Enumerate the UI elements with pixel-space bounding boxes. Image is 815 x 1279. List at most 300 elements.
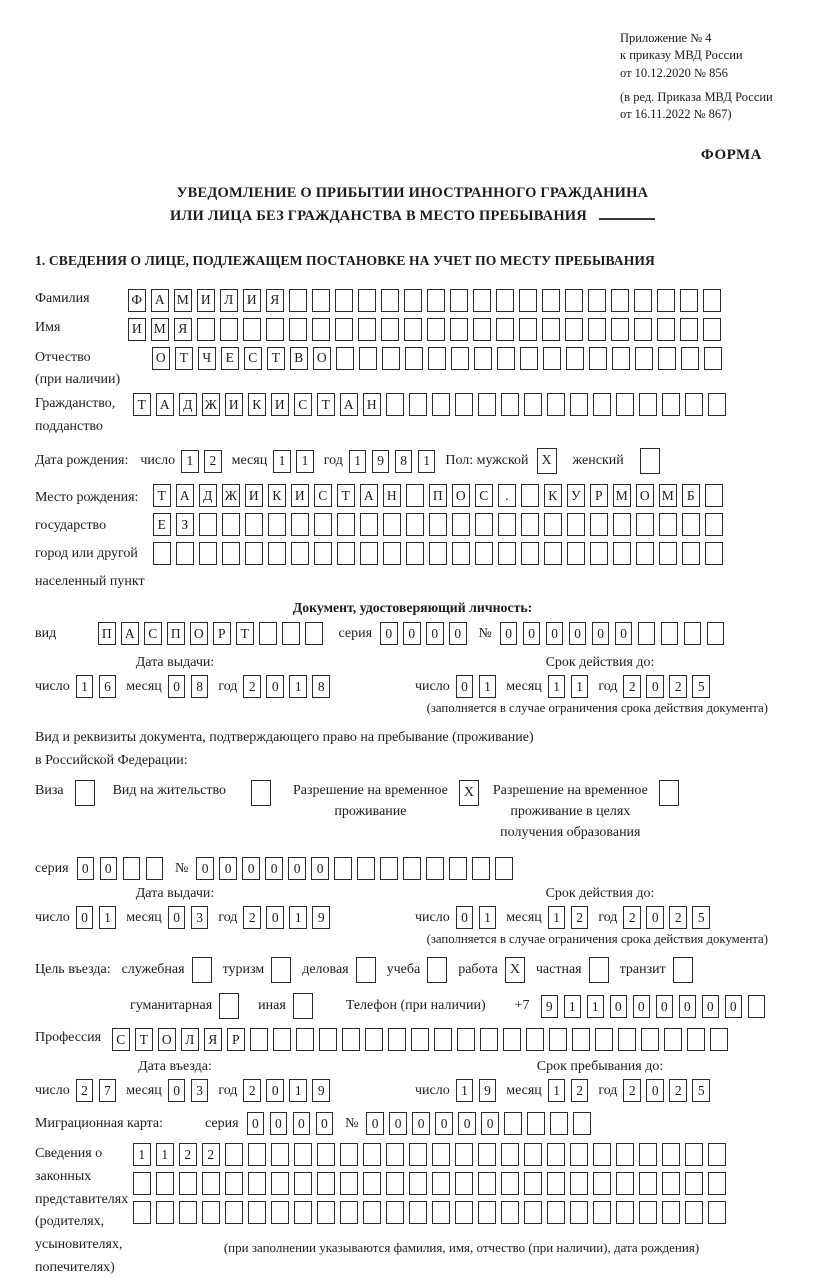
purpose-humanitarian-checkbox bbox=[219, 993, 239, 1019]
char-box: И bbox=[225, 393, 243, 416]
char-box bbox=[291, 542, 309, 565]
char-box bbox=[641, 1028, 659, 1051]
char-box: 1 bbox=[418, 450, 436, 473]
char-box bbox=[381, 289, 399, 312]
char-box bbox=[427, 957, 447, 983]
char-box bbox=[245, 513, 263, 536]
char-box: И bbox=[243, 289, 261, 312]
char-box bbox=[658, 347, 676, 370]
char-box bbox=[179, 1201, 197, 1224]
char-box bbox=[661, 622, 679, 645]
char-box bbox=[312, 289, 330, 312]
char-box: Т bbox=[337, 484, 355, 507]
char-box bbox=[589, 957, 609, 983]
char-box: 0 bbox=[266, 1079, 284, 1102]
month-label: месяц bbox=[126, 909, 162, 925]
identity-issue-year-boxes bbox=[243, 675, 330, 698]
char-box bbox=[521, 513, 539, 536]
char-box bbox=[360, 542, 378, 565]
char-box bbox=[547, 393, 565, 416]
char-box bbox=[176, 542, 194, 565]
sex-female-checkbox bbox=[640, 448, 660, 474]
char-box bbox=[524, 1201, 542, 1224]
residence-issue-month-boxes bbox=[168, 906, 209, 929]
char-box bbox=[662, 1201, 680, 1224]
char-box: 9 bbox=[312, 906, 330, 929]
birth-day-boxes bbox=[181, 450, 222, 473]
char-box bbox=[452, 513, 470, 536]
char-box: 0 bbox=[702, 995, 720, 1018]
representatives-boxes-3 bbox=[133, 1201, 790, 1224]
entry-day-boxes bbox=[76, 1079, 117, 1102]
birth-month-boxes bbox=[273, 450, 314, 473]
purpose-work-checkbox bbox=[505, 957, 525, 983]
appendix-line: Приложение № 4 bbox=[620, 31, 712, 45]
char-box: М bbox=[659, 484, 677, 507]
char-box: 2 bbox=[243, 1079, 261, 1102]
citizenship-row bbox=[35, 393, 790, 438]
char-box: 2 bbox=[204, 450, 222, 473]
day-label: число bbox=[415, 909, 450, 925]
char-box: 0 bbox=[266, 906, 284, 929]
identity-expiry-year-boxes bbox=[623, 675, 710, 698]
year-label: год bbox=[598, 678, 618, 694]
char-box bbox=[245, 542, 263, 565]
char-box bbox=[225, 1172, 243, 1195]
char-box: 1 bbox=[99, 906, 117, 929]
char-box: 1 bbox=[479, 675, 497, 698]
char-box bbox=[248, 1143, 266, 1166]
year-label: год bbox=[218, 678, 238, 694]
purpose-tourism-checkbox bbox=[271, 957, 291, 983]
char-box bbox=[520, 347, 538, 370]
char-box: 2 bbox=[669, 906, 687, 929]
char-box bbox=[296, 1028, 314, 1051]
char-box bbox=[616, 393, 634, 416]
char-box bbox=[365, 1028, 383, 1051]
char-box bbox=[680, 318, 698, 341]
entry-dates-row bbox=[35, 1079, 790, 1102]
revision-line: (в ред. Приказа МВД России bbox=[620, 89, 773, 104]
migration-number-boxes bbox=[366, 1112, 591, 1135]
char-box: 2 bbox=[571, 1079, 589, 1102]
char-box bbox=[153, 542, 171, 565]
char-box: . bbox=[498, 484, 516, 507]
char-box: 0 bbox=[656, 995, 674, 1018]
char-box: 0 bbox=[265, 857, 283, 880]
residence-issue-date bbox=[35, 906, 415, 929]
purpose-other: иная bbox=[258, 993, 313, 1019]
option-residence-permit bbox=[113, 780, 271, 806]
char-box bbox=[588, 289, 606, 312]
day-label: число bbox=[415, 678, 450, 694]
char-box bbox=[386, 1143, 404, 1166]
char-box bbox=[434, 1028, 452, 1051]
char-box: 1 bbox=[289, 675, 307, 698]
firstname-label: Имя bbox=[35, 319, 61, 335]
form-title-line1: УВЕДОМЛЕНИЕ О ПРИБЫТИИ ИНОСТРАННОГО ГРАЖДАНИНА bbox=[176, 185, 649, 202]
char-box bbox=[133, 1172, 151, 1195]
entry-date-header: Дата въезда: bbox=[138, 1059, 212, 1075]
identity-dates-row bbox=[35, 675, 790, 698]
char-box: О bbox=[152, 347, 170, 370]
char-box: 1 bbox=[548, 675, 566, 698]
char-box bbox=[547, 1172, 565, 1195]
entry-date bbox=[35, 1079, 415, 1102]
identity-expiry-day-boxes bbox=[456, 675, 497, 698]
char-box: 0 bbox=[168, 1079, 186, 1102]
char-box: Ж bbox=[202, 393, 220, 416]
char-box: 1 bbox=[571, 675, 589, 698]
patronymic-label: Отчество (при наличии) bbox=[35, 349, 121, 388]
char-box bbox=[251, 780, 271, 806]
char-box bbox=[478, 1143, 496, 1166]
char-box bbox=[271, 1172, 289, 1195]
char-box bbox=[611, 318, 629, 341]
birth-place-boxes-1 bbox=[153, 484, 723, 507]
migration-series-label: серия bbox=[205, 1115, 239, 1131]
char-box: 1 bbox=[156, 1143, 174, 1166]
char-box: 2 bbox=[243, 906, 261, 929]
char-box bbox=[705, 542, 723, 565]
char-box bbox=[710, 1028, 728, 1051]
char-box bbox=[703, 289, 721, 312]
char-box bbox=[450, 289, 468, 312]
purpose-private: частная bbox=[536, 957, 609, 983]
visit-purpose-row-2 bbox=[130, 993, 790, 1019]
residence-expiry-year-boxes bbox=[623, 906, 710, 929]
char-box: К bbox=[248, 393, 266, 416]
char-box: 0 bbox=[610, 995, 628, 1018]
char-box bbox=[593, 1143, 611, 1166]
char-box bbox=[271, 1201, 289, 1224]
revision-line: от 16.11.2022 № 867) bbox=[620, 107, 732, 121]
char-box bbox=[570, 1201, 588, 1224]
char-box bbox=[519, 318, 537, 341]
char-box: 0 bbox=[288, 857, 306, 880]
char-box: 0 bbox=[633, 995, 651, 1018]
char-box: 5 bbox=[692, 675, 710, 698]
char-box bbox=[527, 1112, 545, 1135]
appendix-line: от 10.12.2020 № 856 bbox=[620, 65, 728, 80]
char-box: 8 bbox=[312, 675, 330, 698]
char-box bbox=[496, 318, 514, 341]
char-box bbox=[358, 289, 376, 312]
char-box bbox=[478, 1201, 496, 1224]
migration-series-boxes bbox=[247, 1112, 334, 1135]
char-box: С bbox=[244, 347, 262, 370]
char-box: 0 bbox=[435, 1112, 453, 1135]
identity-number-boxes bbox=[500, 622, 725, 645]
char-box bbox=[380, 857, 398, 880]
char-box bbox=[613, 513, 631, 536]
birth-place-label: Место рождения: государство город или другой населенный пункт bbox=[35, 490, 145, 590]
phone-boxes bbox=[541, 995, 766, 1018]
entry-month-boxes bbox=[168, 1079, 209, 1102]
appendix-line: к приказу МВД России bbox=[620, 48, 743, 63]
purpose-official-checkbox bbox=[192, 957, 212, 983]
purpose-study: учеба bbox=[387, 957, 448, 983]
char-box: 1 bbox=[587, 995, 605, 1018]
char-box: 0 bbox=[592, 622, 610, 645]
char-box bbox=[593, 1172, 611, 1195]
char-box bbox=[427, 289, 445, 312]
char-box: 0 bbox=[316, 1112, 334, 1135]
char-box bbox=[524, 393, 542, 416]
char-box bbox=[707, 622, 725, 645]
char-box bbox=[357, 857, 375, 880]
char-box bbox=[496, 289, 514, 312]
char-box bbox=[662, 1143, 680, 1166]
blank-underline bbox=[599, 207, 655, 220]
char-box: 3 bbox=[191, 1079, 209, 1102]
temp-residence-checkbox bbox=[459, 780, 479, 806]
char-box: Я bbox=[204, 1028, 222, 1051]
char-box bbox=[687, 1028, 705, 1051]
char-box bbox=[612, 347, 630, 370]
char-box bbox=[225, 1143, 243, 1166]
char-box bbox=[636, 542, 654, 565]
year-label: год bbox=[598, 909, 618, 925]
char-box bbox=[572, 1028, 590, 1051]
char-box bbox=[524, 1172, 542, 1195]
identity-expiry-date bbox=[415, 675, 720, 698]
char-box bbox=[133, 1201, 151, 1224]
char-box bbox=[291, 513, 309, 536]
residence-series-row bbox=[35, 857, 790, 880]
migration-card-row bbox=[35, 1112, 790, 1135]
phone-prefix: +7 bbox=[514, 998, 530, 1014]
sex-label: Пол: мужской bbox=[445, 453, 529, 469]
migration-number-label: № bbox=[345, 1115, 359, 1131]
char-box: А bbox=[151, 289, 169, 312]
char-box bbox=[282, 622, 300, 645]
char-box bbox=[524, 1143, 542, 1166]
char-box bbox=[319, 1028, 337, 1051]
char-box bbox=[542, 289, 560, 312]
char-box bbox=[565, 318, 583, 341]
day-label: число bbox=[35, 909, 70, 925]
appendix-block bbox=[620, 30, 815, 123]
char-box: 0 bbox=[389, 1112, 407, 1135]
char-box: С bbox=[144, 622, 162, 645]
char-box: 2 bbox=[243, 675, 261, 698]
char-box: 0 bbox=[646, 675, 664, 698]
char-box bbox=[156, 1201, 174, 1224]
identity-issue-month-boxes bbox=[168, 675, 209, 698]
char-box: С bbox=[294, 393, 312, 416]
char-box bbox=[337, 513, 355, 536]
issue-date-header: Дата выдачи: bbox=[135, 655, 215, 671]
char-box bbox=[406, 542, 424, 565]
patronymic-row bbox=[35, 347, 790, 392]
identity-series-label: серия bbox=[338, 625, 373, 641]
char-box: Т bbox=[153, 484, 171, 507]
char-box bbox=[340, 1201, 358, 1224]
char-box bbox=[636, 513, 654, 536]
char-box: 9 bbox=[312, 1079, 330, 1102]
char-box bbox=[404, 289, 422, 312]
char-box bbox=[427, 318, 445, 341]
residence-number-boxes bbox=[196, 857, 513, 880]
char-box: 8 bbox=[395, 450, 413, 473]
char-box: 0 bbox=[456, 675, 474, 698]
char-box bbox=[197, 318, 215, 341]
char-box bbox=[498, 542, 516, 565]
char-box: 8 bbox=[191, 675, 209, 698]
char-box: 0 bbox=[270, 1112, 288, 1135]
char-box bbox=[340, 1143, 358, 1166]
char-box: Р bbox=[590, 484, 608, 507]
year-label: год bbox=[218, 909, 238, 925]
char-box: Н bbox=[383, 484, 401, 507]
char-box bbox=[639, 393, 657, 416]
char-box: Ф bbox=[128, 289, 146, 312]
residence-options-row bbox=[35, 780, 790, 843]
char-box: Р bbox=[227, 1028, 245, 1051]
temp-residence-education-checkbox bbox=[659, 780, 679, 806]
char-box: 0 bbox=[196, 857, 214, 880]
char-box: 2 bbox=[179, 1143, 197, 1166]
char-box bbox=[639, 1201, 657, 1224]
char-box bbox=[243, 318, 261, 341]
profession-label: Профессия bbox=[35, 1030, 102, 1046]
purpose-transit-checkbox bbox=[673, 957, 693, 983]
purpose-work: работа X bbox=[458, 957, 525, 983]
char-box bbox=[452, 542, 470, 565]
char-box: Б bbox=[682, 484, 700, 507]
char-box bbox=[708, 1201, 726, 1224]
char-box: 7 bbox=[99, 1079, 117, 1102]
char-box bbox=[335, 318, 353, 341]
char-box bbox=[266, 318, 284, 341]
char-box: А bbox=[156, 393, 174, 416]
char-box bbox=[708, 1143, 726, 1166]
issue-date-header: Дата выдачи: bbox=[135, 886, 215, 902]
char-box: 0 bbox=[449, 622, 467, 645]
char-box: Е bbox=[221, 347, 239, 370]
representatives-label: Сведения о законных представителях (родителях, усыновителях, попечителях) bbox=[35, 1146, 129, 1275]
char-box bbox=[268, 513, 286, 536]
surname-boxes bbox=[128, 289, 721, 312]
month-label: месяц bbox=[126, 678, 162, 694]
char-box: О bbox=[158, 1028, 176, 1051]
char-box: 9 bbox=[479, 1079, 497, 1102]
char-box bbox=[659, 542, 677, 565]
char-box: Н bbox=[363, 393, 381, 416]
char-box bbox=[271, 957, 291, 983]
purpose-study-checkbox bbox=[427, 957, 447, 983]
char-box: О bbox=[452, 484, 470, 507]
char-box bbox=[504, 1112, 522, 1135]
forma-label: ФОРМА bbox=[700, 147, 762, 164]
char-box bbox=[542, 318, 560, 341]
char-box bbox=[293, 993, 313, 1019]
char-box bbox=[340, 1172, 358, 1195]
char-box bbox=[680, 289, 698, 312]
char-box: X bbox=[505, 957, 525, 983]
char-box: 0 bbox=[380, 622, 398, 645]
char-box bbox=[708, 1172, 726, 1195]
char-box: 0 bbox=[100, 857, 118, 880]
char-box bbox=[202, 1201, 220, 1224]
char-box bbox=[657, 318, 675, 341]
char-box bbox=[659, 780, 679, 806]
char-box bbox=[337, 542, 355, 565]
day-label: число bbox=[35, 678, 70, 694]
char-box bbox=[294, 1172, 312, 1195]
char-box bbox=[305, 622, 323, 645]
char-box: О bbox=[190, 622, 208, 645]
char-box bbox=[406, 484, 424, 507]
birth-place-boxes-3 bbox=[153, 542, 723, 565]
stay-day-boxes bbox=[456, 1079, 497, 1102]
char-box: И bbox=[245, 484, 263, 507]
char-box bbox=[342, 1028, 360, 1051]
stay-month-boxes bbox=[548, 1079, 589, 1102]
char-box bbox=[478, 393, 496, 416]
char-box: И bbox=[128, 318, 146, 341]
entry-year-boxes bbox=[243, 1079, 330, 1102]
char-box bbox=[662, 1172, 680, 1195]
char-box bbox=[409, 1172, 427, 1195]
char-box bbox=[501, 393, 519, 416]
char-box: 0 bbox=[366, 1112, 384, 1135]
char-box bbox=[429, 542, 447, 565]
char-box bbox=[455, 393, 473, 416]
purpose-official: служебная bbox=[122, 957, 212, 983]
char-box: У bbox=[567, 484, 585, 507]
char-box bbox=[681, 347, 699, 370]
firstname-row bbox=[35, 318, 790, 341]
char-box bbox=[634, 318, 652, 341]
char-box: С bbox=[112, 1028, 130, 1051]
char-box bbox=[455, 1201, 473, 1224]
residence-expiry-month-boxes bbox=[548, 906, 589, 929]
char-box: О bbox=[636, 484, 654, 507]
char-box bbox=[382, 347, 400, 370]
purpose-business: деловая bbox=[302, 957, 375, 983]
char-box bbox=[432, 1143, 450, 1166]
char-box bbox=[501, 1201, 519, 1224]
char-box: 3 bbox=[191, 906, 209, 929]
char-box: К bbox=[544, 484, 562, 507]
stay-until-header: Срок пребывания до: bbox=[536, 1059, 664, 1075]
char-box: П bbox=[167, 622, 185, 645]
char-box: Т bbox=[175, 347, 193, 370]
char-box: П bbox=[98, 622, 116, 645]
char-box bbox=[547, 1143, 565, 1166]
char-box bbox=[259, 622, 277, 645]
char-box bbox=[294, 1143, 312, 1166]
residence-doc-intro: Вид и реквизиты документа, подтверждающего право на пребывание (проживание) в Российской Федерации: bbox=[35, 730, 534, 769]
char-box bbox=[501, 1172, 519, 1195]
visa-checkbox bbox=[75, 780, 95, 806]
char-box bbox=[593, 393, 611, 416]
identity-expiry-month-boxes bbox=[548, 675, 589, 698]
char-box: Е bbox=[153, 513, 171, 536]
char-box: И bbox=[197, 289, 215, 312]
form-title-line2: ИЛИ ЛИЦА БЕЗ ГРАЖДАНСТВА В МЕСТО ПРЕБЫВАНИЯ bbox=[35, 205, 790, 228]
char-box bbox=[429, 513, 447, 536]
char-box: Л bbox=[181, 1028, 199, 1051]
char-box bbox=[409, 393, 427, 416]
char-box: 1 bbox=[273, 450, 291, 473]
char-box bbox=[519, 289, 537, 312]
char-box bbox=[336, 347, 354, 370]
char-box: М bbox=[613, 484, 631, 507]
char-box bbox=[335, 289, 353, 312]
